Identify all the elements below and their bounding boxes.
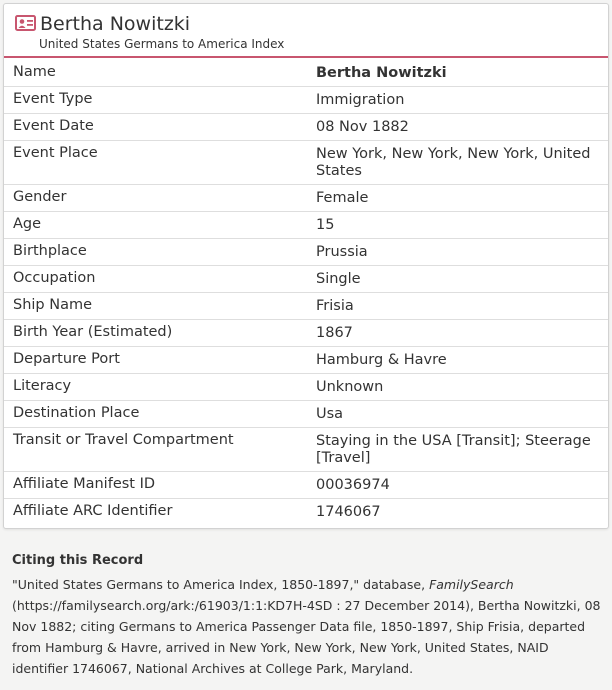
field-label: Event Type — [13, 91, 93, 107]
citation-text — [12, 574, 602, 679]
field-row-literacy — [4, 374, 608, 401]
field-row-manifest-id — [4, 472, 608, 499]
field-row-birth-year — [4, 320, 608, 347]
field-value: Hamburg & Havre — [316, 352, 447, 368]
field-value: Usa — [316, 406, 344, 422]
field-label: Affiliate ARC Identifier — [13, 503, 173, 519]
citation-section — [12, 552, 602, 679]
field-row-occupation — [4, 266, 608, 293]
field-row-event-place — [4, 141, 608, 185]
field-label: Destination Place — [13, 405, 140, 421]
record-fields — [4, 60, 608, 526]
field-row-age — [4, 212, 608, 239]
record-card — [3, 3, 609, 529]
field-label: Departure Port — [13, 351, 120, 367]
field-label: Literacy — [13, 378, 72, 394]
field-label: Gender — [13, 189, 67, 205]
field-value: 08 Nov 1882 — [316, 119, 409, 135]
field-value: 1746067 — [316, 504, 381, 520]
record-header — [4, 4, 608, 58]
field-value: Female — [316, 190, 369, 206]
citation-text-before: "United States Germans to America Index, 1850-1897," database, — [12, 577, 430, 592]
field-label: Age — [13, 216, 42, 232]
field-label: Birth Year (Estimated) — [13, 324, 173, 340]
field-value: Staying in the USA [Transit]; Steerage [Travel] — [316, 433, 591, 466]
field-value: Immigration — [316, 92, 405, 108]
field-row-departure-port — [4, 347, 608, 374]
field-label: Event Place — [13, 145, 98, 161]
field-value: Single — [316, 271, 361, 287]
field-row-destination-place — [4, 401, 608, 428]
field-label: Affiliate Manifest ID — [13, 476, 156, 492]
field-value: Unknown — [316, 379, 384, 395]
record-title: Bertha Nowitzki — [40, 13, 191, 35]
field-row-transit-compartment — [4, 428, 608, 472]
field-row-arc-identifier — [4, 499, 608, 526]
field-label: Birthplace — [13, 243, 87, 259]
field-value: 15 — [316, 217, 335, 233]
citation-text-after: (https://familysearch.org/ark:/61903/1:1:KD7H-4SD : 27 December 2014), Bertha Nowitzki, 08 Nov 1882; citing Germans to America Passenger Data file, 1850-1897, Ship Frisia, departed from Hamburg & Havre, arrived in New York, New York, New York, United States, NAID identifier 1746067, National Archives at College Park, Maryland. — [12, 598, 601, 676]
field-row-ship-name — [4, 293, 608, 320]
field-value: New York, New York, New York, United States — [316, 146, 591, 179]
field-value: Bertha Nowitzki — [316, 65, 447, 81]
field-value: Frisia — [316, 298, 354, 314]
record-collection[interactable]: United States Germans to America Index — [39, 37, 285, 51]
field-row-event-type — [4, 87, 608, 114]
field-value: Prussia — [316, 244, 368, 260]
field-label: Occupation — [13, 270, 96, 286]
field-value: 1867 — [316, 325, 353, 341]
field-label: Ship Name — [13, 297, 93, 313]
field-row-birthplace — [4, 239, 608, 266]
field-value: 00036974 — [316, 477, 390, 493]
field-label: Event Date — [13, 118, 94, 134]
citation-heading: Citing this Record — [12, 553, 144, 568]
citation-source-name: FamilySearch — [429, 577, 514, 592]
field-row-event-date — [4, 114, 608, 141]
person-card-icon — [15, 15, 36, 31]
field-row-name — [4, 60, 608, 87]
field-label: Transit or Travel Compartment — [13, 432, 234, 448]
field-row-gender — [4, 185, 608, 212]
field-label: Name — [13, 64, 56, 80]
